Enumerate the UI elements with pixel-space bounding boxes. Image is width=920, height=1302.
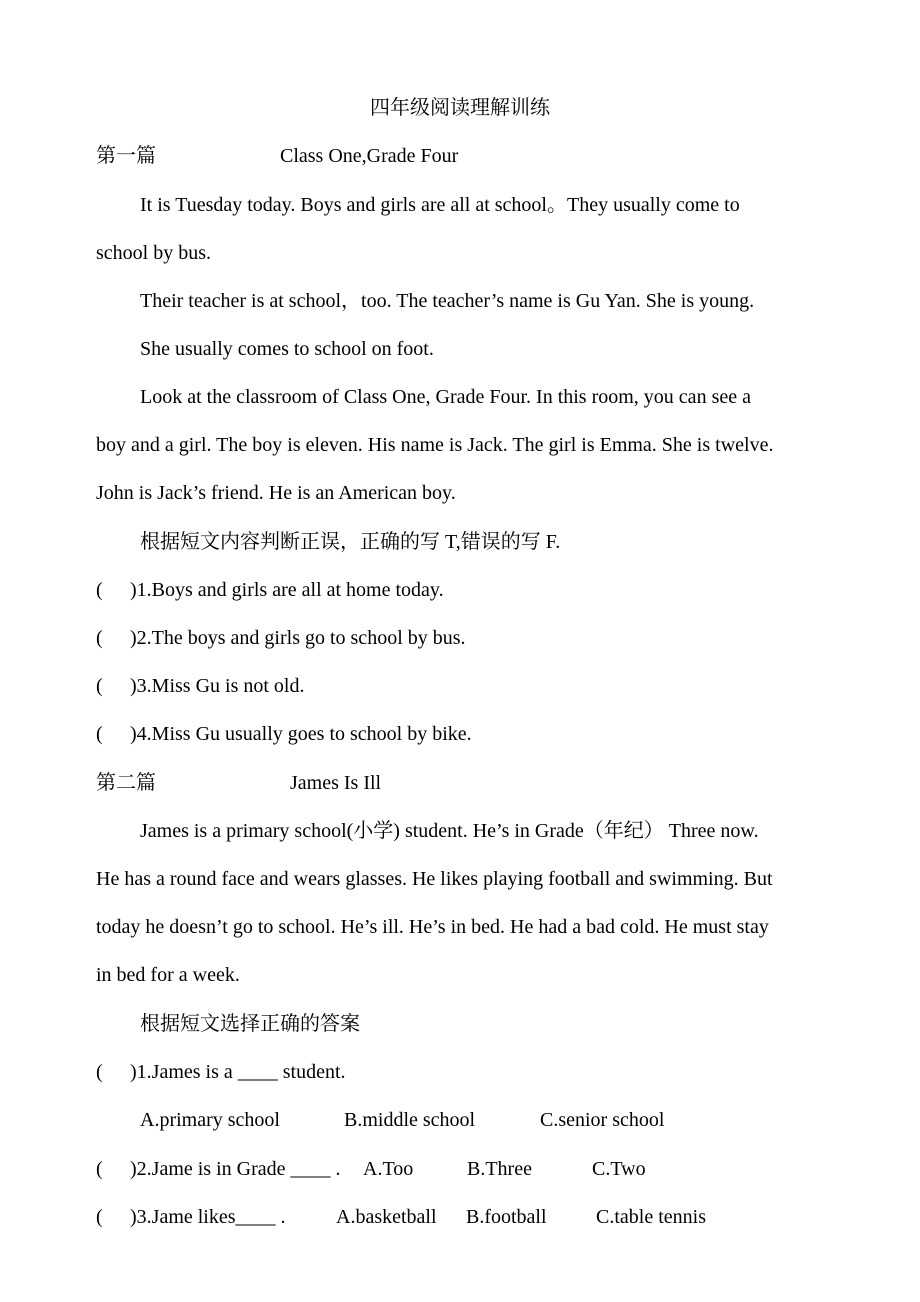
passage1-line: John is Jack’s friend. He is an American boy. (96, 482, 456, 504)
q1-option-a: A.primary school (140, 1109, 280, 1131)
answer-paren[interactable]: ( (96, 579, 103, 601)
passage1-label: 第一篇 (96, 145, 156, 167)
passage2-line: in bed for a week. (96, 964, 240, 986)
q2-option-b: B.Three (467, 1158, 532, 1180)
passage1-line: She usually comes to school on foot. (140, 338, 434, 360)
answer-paren[interactable]: ( (96, 675, 103, 697)
passage2-heading: James Is Ill (290, 772, 382, 794)
mc-question-1: ( )1.James is a ____ student. (96, 1061, 346, 1083)
page-title: 四年级阅读理解训练 (370, 97, 550, 119)
passage1-line: Look at the classroom of Class One, Grade Four. In this room, you can see a (140, 386, 751, 408)
answer-paren[interactable]: ( (96, 1061, 103, 1083)
passage2-line: He has a round face and wears glasses. He likes playing football and swimming. But (96, 868, 773, 890)
q2-option-c: C.Two (592, 1158, 646, 1180)
q1-option-b: B.middle school (344, 1109, 476, 1131)
passage1-line: boy and a girl. The boy is eleven. His name is Jack. The girl is Emma. She is twelve. (96, 434, 774, 456)
tf-question-2: ( )2.The boys and girls go to school by bus. (96, 627, 466, 649)
mc-question-3: ( )3.Jame likes____ . (96, 1206, 286, 1228)
q3-option-a: A.basketball (336, 1206, 437, 1228)
passage1-line: Their teacher is at school，too. The teacher’s name is Gu Yan. She is young. (140, 290, 755, 312)
answer-paren[interactable]: ( (96, 723, 103, 745)
answer-paren[interactable]: ( (96, 1206, 103, 1228)
q1-option-c: C.senior school (540, 1109, 665, 1131)
tf-question-1: ( )1.Boys and girls are all at home today. (96, 579, 444, 601)
answer-paren[interactable]: ( (96, 1158, 103, 1180)
tf-question-3: ( )3.Miss Gu is not old. (96, 675, 305, 697)
answer-paren[interactable]: ( (96, 627, 103, 649)
passage1-heading: Class One,Grade Four (280, 145, 459, 167)
passage1-line: school by bus. (96, 242, 211, 264)
q3-option-b: B.football (466, 1206, 547, 1228)
q3-option-c: C.table tennis (596, 1206, 706, 1228)
passage2-instruction: 根据短文选择正确的答案 (140, 1013, 360, 1035)
passage1-line: It is Tuesday today. Boys and girls are all at school。They usually come to (140, 194, 740, 216)
passage2-line: James is a primary school(小学) student. He’s in Grade（年纪） Three now. (140, 820, 759, 842)
passage2-label: 第二篇 (96, 772, 156, 794)
mc-question-2: ( )2.Jame is in Grade ____ . (96, 1158, 341, 1180)
tf-question-4: ( )4.Miss Gu usually goes to school by bike. (96, 723, 472, 745)
passage2-line: today he doesn’t go to school. He’s ill. He’s in bed. He had a bad cold. He must stay (96, 916, 769, 938)
passage1-instruction: 根据短文内容判断正误，正确的写 T,错误的写 F. (140, 531, 561, 553)
q2-option-a: A.Too (363, 1158, 414, 1180)
